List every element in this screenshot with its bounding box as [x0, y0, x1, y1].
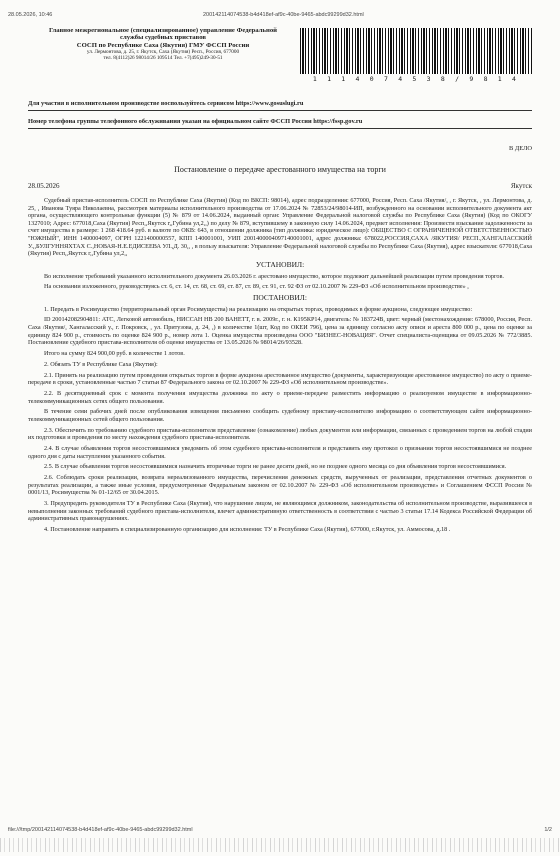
heading-ustanovil: УСТАНОВИЛ: — [255, 259, 305, 269]
paragraph: 2.3. Обеспечить по требованию судебного пристава-исполнителя представление (ознакомление) любых документов или информации, связанных с проведением торгов на любой стадии их подготовки и проведения по месту нахождения судебного пристава-исполнителя. — [28, 426, 532, 442]
paragraph: В течение семи рабочих дней после опубликования извещения письменно сообщить судебному приставу-исполнителю информацию о соответствующем сайте информационно-телекоммуникационных сетей общего пользования. — [28, 408, 532, 423]
document-title: Постановление о передаче арестованного имущества на торги — [174, 165, 386, 174]
browser-print-header — [8, 12, 552, 22]
paragraph-property: ID 200142082904811: АТС, Легковой автомобиль, НИССАН НВ 200 ВАНЕТТ, г. в. 2009г., г. н. К195КР14, двигатель: № 183724B, цвет: черный (местонахождение: 678000, Россия, Респ. Саха /Якутия/, Хангаласский у., г. Покровск, , ул. Притузова, д. 24, ,) в количестве 1(шт, Код по ОКЕИ 796), цена за единицу согласно акту описи и ареста 800 000 р., цена по оценке за единицу 824 900 р., стоимость по оценке 824 900 р., номер лота 1. Оценка имущества произведена ООО "БИЗНЕС-НОВАЦИЯ". Отчет специалиста-оценщика от 09.05.2026 № 772/3885. Постановление судебного пристава-исполнителя об оценке имущества от 13.05.2026 № 98014/26/93528. — [28, 316, 532, 347]
agency-address: ул. Лермонтова, д. 25, г. Якутск, Саха (Якутия) Респ., Россия, 677000 — [86, 48, 240, 55]
paragraph: 2.1. Принять на реализацию путем проведения открытых торгов в форме аукциона арестованное имущество (документы, характеризующие арестованное имущество) по акту о приеме-передаче в сроки, установленные частью 7 статьи 87 Федерального закона от 02.10.2007 № 229-ФЗ «Об исполнительном производстве». — [28, 371, 532, 387]
barcode — [300, 28, 532, 74]
paragraph: Во исполнение требований указанного исполнительного документа 26.03.2026 г. арестовано имущество, которое подлежит дальнейшей реализации путем проведения торгов. — [44, 272, 504, 280]
heading-postanovil: ПОСТАНОВИЛ: — [253, 293, 307, 303]
paragraph: 2.5. В случае объявления торгов несостоявшимися назначить вторичные торги не ранее десяти дней, но не позднее одного месяца со дня объявления торгов несостоявшимися. — [44, 463, 507, 471]
paragraph: 2.4. В случае объявления торгов несостоявшимися уведомить об этом судебного пристава-исполнителя и представить ему протокол о признании торгов несостоявшимися не позднее одного дня с даты наступления указанного события. — [28, 445, 532, 460]
page-number: 1/2 — [544, 827, 552, 833]
agency-line-1: Главное межрегиональное (специализированное) управление Федеральной — [48, 27, 278, 34]
date-line — [28, 182, 532, 190]
print-filename: 200142114074538-b4d418ef-af9c-40be-9465-abdc99299d32.html — [203, 12, 364, 18]
paragraph: 3. Предупредить руководителя ТУ в Республике Саха (Якутия), что нарушение лицом, не являющимся должником, законодательства об исполнительном производстве, выразившееся в невыполнении законных требований судебного пристава-исполнителя, влечет административную ответственность в соответствии с частью 3 статьи 17.14 Кодекса Российской Федерации об административных правонарушениях. — [28, 500, 532, 523]
paragraph: 2. Обязать ТУ в Республике Саха (Якутия): — [44, 360, 158, 368]
agency-phone: тел. 8(4112)26 98014/26 109514 Тел. +7(495)249-30-51 — [103, 54, 223, 61]
v-delo-stamp: В ДЕЛО — [509, 145, 532, 152]
barcode-number: 1 1 1 4 0 7 4 5 3 8 / 9 8 1 4 — [312, 75, 520, 83]
gosuslugi-notice: Для участия в исполнительном производстве воспользуйтесь сервисом https://www.gosuslugi.ru — [28, 100, 304, 107]
footer-path: file:///tmp/200142114074538-b4d418ef-af9c-40be-9465-abdc99299d32.html — [8, 827, 193, 833]
document-date: 28.05.2026 — [28, 182, 60, 190]
document-body — [28, 197, 532, 537]
divider — [28, 110, 532, 111]
divider — [28, 128, 532, 129]
browser-print-footer — [8, 827, 552, 833]
print-date: 28.05.2026, 10:46 — [8, 12, 53, 18]
scan-noise — [0, 838, 560, 852]
paragraph: 4. Постановление направить в специализированную организацию для исполнения: ТУ в Республике Саха (Якутия), 677000, г.Якутск, ул. Аммосова, д.18 . — [44, 526, 451, 534]
agency-line-3: СОСП по Республике Саха (Якутия) ГМУ ФССП России — [76, 41, 250, 49]
agency-line-2: службы судебных приставов — [119, 34, 207, 42]
paragraph: 2.2. В десятидневный срок с момента получения имущества должника по акту о приеме-передаче разместить информацию о реализуемом имуществе в информационно-телекоммуникационных сетях общего пользования. — [28, 389, 532, 405]
paragraph-intro: Судебный пристав-исполнитель СОСП по Республике Саха (Якутия) (Код по ВКСП: 98014), адрес подразделения: 677000, Россия, Респ. Саха /Якутия/, , г. Якутск, , ул. Лермонтова, д. 25, , Иванова Туяра Николаевна, рассмотрев материалы исполнительного производства от 17.06.2024 № 72853/24/98014-ИП, возбужденного на основании исполнительного документа акт органа, осуществляющего контрольные функции (5) № 879 от 14.06.2024, выданный орган: Управление Федеральной налоговой службы по Республике Саха (Якутия) (Код по ОКОГУ 1327010; Адрес: 677018,Саха (Якутия) Респ,,Якутск г,,Губина ул,2,,) по делу № 879, вступившему в законную силу 14.06.2024, предмет исполнения: Произвести взыскание задолженности за счет имущества в размере: 1 268 418.64 руб. в валюте по ОКВ: 643, в отношении должника (тип должника: юридическое лицо): ОБЩЕСТВО С ОГРАНИЧЕННОЙ ОТВЕТСТВЕННОСТЬЮ "ЮЖНЫЙ", ИНН 1400004097, ОГРН 1221400000557, КПП 140001001, УИП 2001400004097140001001, адрес должника: 678022,РОССИЯ,САХА /ЯКУТИЯ/ РЕСП.,ХАНГАЛАССКИЙ У.,,БУЛГУННЯХТАХ С.,НОВАЯ-Н.Е.ЕДИСЕЕВА УЛ.,Д. 30,, , в пользу взыскателя: Управление Федеральной налоговой службы по Республике Саха (Якутия), адрес взыскателя: 677018,Саха (Якутия) Респ,,Якутск г,,Губина ул,2,, — [28, 197, 532, 258]
document-city: Якутск — [510, 182, 532, 190]
paragraph: 1. Передать в Росимущество (территориальный орган Росимущества) на реализацию на открытых торгах, проводимых в форме аукциона, следующее имущество: — [44, 305, 473, 313]
agency-header — [28, 27, 298, 61]
phone-notice: Номер телефона группы телефонного обслуживания указан на официальном сайте ФССП России https://fssp.gov.ru — [28, 118, 363, 125]
paragraph: 2.6. Соблюдать сроки реализации, возврата нереализованного имущества, перечисления денежных средств, вырученных от реализации, представления отчетных документов о результатах реализации, а также иные условия, предусмотренные Федеральным законом от 02.10.2007 № 229-ФЗ «Об исполнительном производстве» и Соглашением ФССП России № 0001/13, Росимущества № 01-12/65 от 30.04.2015. — [28, 474, 532, 497]
paragraph-total: Итого на сумму 824 900,00 руб. в количестве 1 лотов. — [44, 350, 185, 358]
paragraph: На основании изложенного, руководствуясь ст. 6, ст. 14, ст. 68, ст. 69, ст. 87, ст. 89, ст. 91, ст. 92 ФЗ от 02.10.2007 № 229-ФЗ «Об исполнительном производстве» , — [44, 283, 469, 291]
